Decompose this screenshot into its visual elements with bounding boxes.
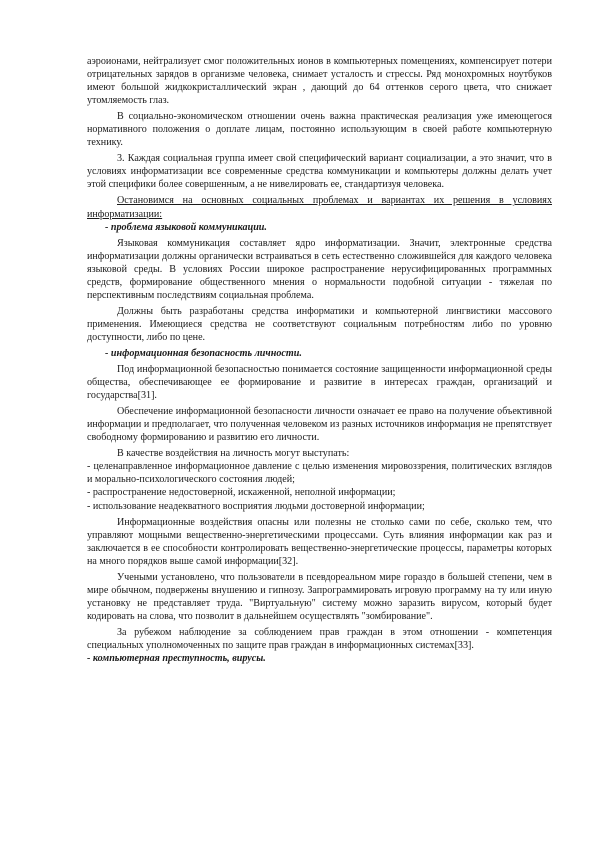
paragraph-security-definition: Под информационной безопасностью понимается состояние защищенности информационной среды общества, обеспечивающее ее формирование и развитие в интересах граждан, организаций и государства[31]. (87, 364, 552, 402)
paragraph-aeroions: аэроионами, нейтрализует смог положительных ионов в компьютерных помещениях, компенсирует потери отрицательных зарядов в организме человека, снимает усталость и стрессы. Ряд монохромных ноутбуков имеют большой жидкокристаллический экран , дающий до 64 оттенков серого цвета, что снижает утомляемость глаз. (87, 56, 552, 107)
paragraph-social-group: 3. Каждая социальная группа имеет свой специфический вариант социализации, а это значит, что в условиях информатизации все современные средства коммуникации и компьютеры должны делать учет этой специфики более совершенным, а не нивелировать ее, стандартизуя человека. (87, 153, 552, 191)
paragraph-linguistics-tools: Должны быть разработаны средства информатики и компьютерной лингвистики массового применения. Имеющиеся средства не соответствуют социальным потребностям либо по уровню доступности, либо по цене. (87, 305, 552, 343)
paragraph-influences-intro: В качестве воздействия на личность могут выступать: (117, 448, 350, 460)
paragraph-socioeconomic: В социально-экономическом отношении очень важна практическая реализация уже имеющегося нормативного положения о доплате лицам, постоянно использующим в своей работе компьютерную технику. (87, 111, 552, 149)
heading-language-communication: - проблема языковой коммуникации. (105, 221, 267, 233)
list-item-pressure: - целенаправленное информационное давление с целью изменения мировоззрения, политических взглядов и морально-психологического состояния людей; (87, 461, 552, 486)
paragraph-main-problems: Остановимся на основных социальных проблемах и вариантах их решения в условиях информатизации: (87, 195, 552, 220)
paragraph-personal-security: Обеспечение информационной безопасности личности означает ее право на получение объективной информации и предполагает, что полученная человеком из разных источников информация не препятствует свободному формированию и развитию его личности. (87, 406, 552, 444)
paragraph-information-influence: Информационные воздействия опасны или полезны не столько сами по себе, сколько тем, что управляют мощными вещественно-энергетическими процессами. Суть влияния информации как раз и заключается в ее способности контролировать вещественно-энергетические процессы, параметры которых на много порядков выше самой информации[32]. (87, 516, 552, 567)
heading-information-security: - информационная безопасность личности. (105, 347, 302, 359)
text-column (87, 55, 552, 665)
paragraph-virtual-reality: Учеными установлено, что пользователи в псевдореальном мире гораздо в большей степени, чем в мире обычном, подвержены внушению и гипнозу. Запрограммировать игровую программу на ту или иную установку не представляет труда. "Виртуальную" систему можно заразить вирусом, который будет кодировать на слова, что позволит в дальнейшем осуществлять "зомбирование". (87, 571, 552, 622)
list-item-inadequate-perception: - использование неадекватного восприятия людьми достоверной информации; (87, 500, 425, 512)
paragraph-foreign-practice: За рубежом наблюдение за соблюдением прав граждан в этом отношении - компетенция специальных уполномоченных по защите прав граждан в информационных системах[33]. (87, 626, 552, 651)
heading-computer-crime: - компьютерная преступность, вирусы. (87, 653, 266, 665)
list-item-misinformation: - распространение недостоверной, искаженной, неполной информации; (87, 487, 396, 499)
paragraph-language-communication: Языковая коммуникация составляет ядро информатизации. Значит, электронные средства информатизации должны органически встраиваться в сеть естественно сложившейся для каждого человека языковой среды. В условиях России широкое распространение нерусифицированных программных средств, формирование общественного мнения о нормальности подобной ситуации - тяжелая по перспективным последствиям социальная проблема. (87, 237, 552, 301)
